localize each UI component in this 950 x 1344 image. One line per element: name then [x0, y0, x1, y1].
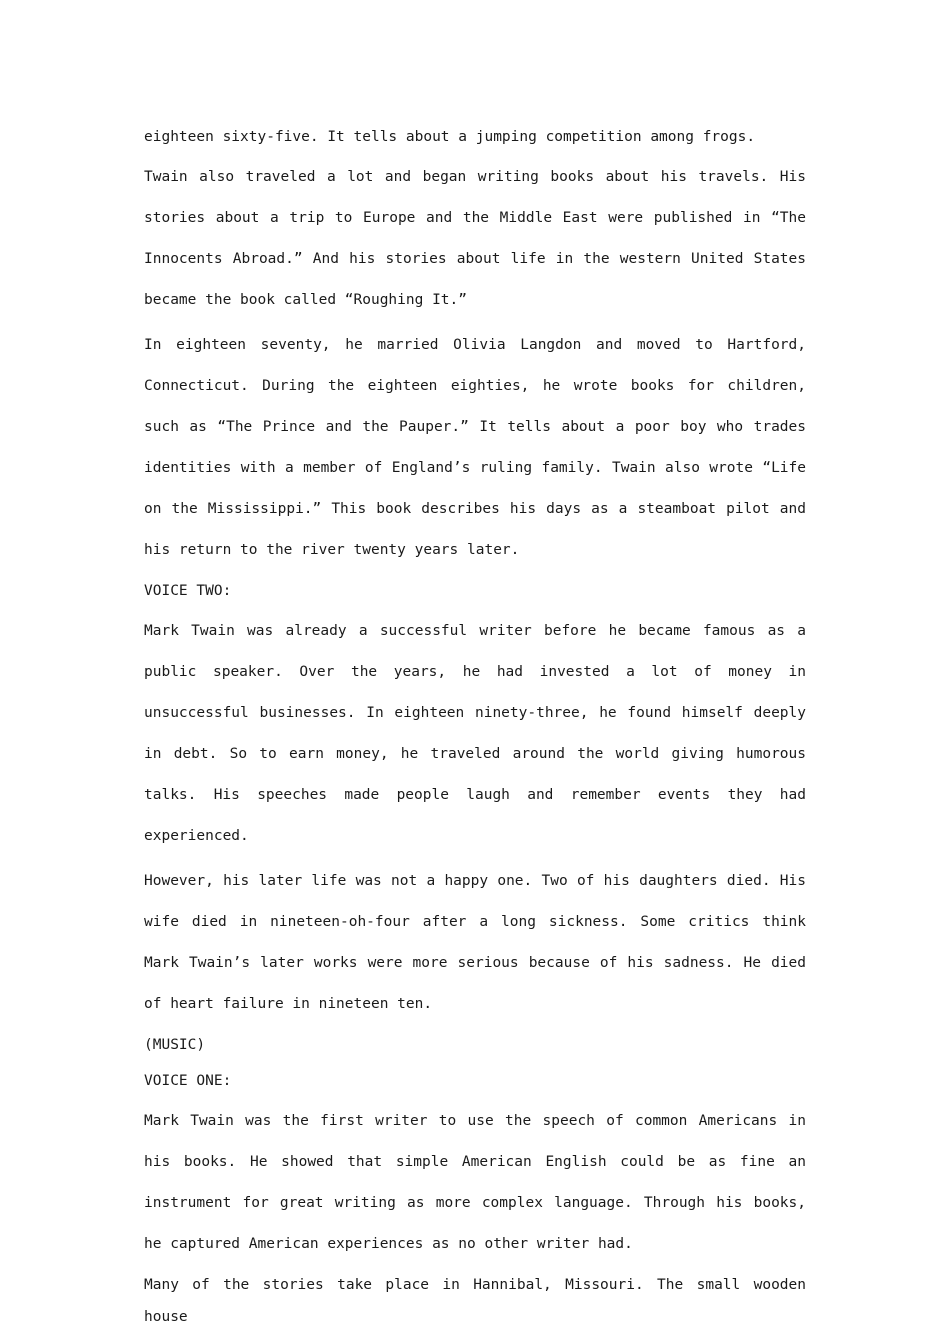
paragraph: eighteen sixty-five. It tells about a jumping competition among frogs. — [144, 129, 756, 145]
document-body — [144, 121, 806, 1337]
paragraph: Mark Twain was the first writer to use the speech of common Americans in his books. He showed that simple American English could be as fine an instrument for great writing as more complex language. Through his books, he captured American experiences as no other writer had. — [144, 1113, 806, 1252]
paragraph: In eighteen seventy, he married Olivia Langdon and moved to Hartford, Connecticut. During the eighteen eighties, he wrote books for children, such as “The Prince and the Pauper.” It tells about a poor boy who trades identities with a member of England’s ruling family. Twain also wrote “Life on the Mississippi.” This book describes his days as a steamboat pilot and his return to the river twenty years later. — [144, 337, 806, 558]
paragraph: However, his later life was not a happy one. Two of his daughters died. His wife died in nineteen-oh-four after a long sickness. Some critics think Mark Twain’s later works were more serious because of his sadness. He died of heart failure in nineteen ten. — [144, 873, 806, 1012]
paragraph: Mark Twain was already a successful writer before he became famous as a public speaker. Over the years, he had invested a lot of money in unsuccessful businesses. In eighteen ninety-three, he found himself deeply in debt. So to earn money, he traveled around the world giving humorous talks. His speeches made people laugh and remember events they had experienced. — [144, 623, 806, 844]
music-cue: (MUSIC) — [144, 1037, 206, 1053]
paragraph: Twain also traveled a lot and began writing books about his travels. His stories about a trip to Europe and the Middle East were published in “The Innocents Abroad.” And his stories about life in the western United States became the book called “Roughing It.” — [144, 169, 806, 308]
paragraph: Many of the stories take place in Hannibal, Missouri. The small wooden house — [144, 1277, 806, 1325]
speaker-label: VOICE ONE: — [144, 1073, 232, 1089]
speaker-label: VOICE TWO: — [144, 583, 232, 599]
